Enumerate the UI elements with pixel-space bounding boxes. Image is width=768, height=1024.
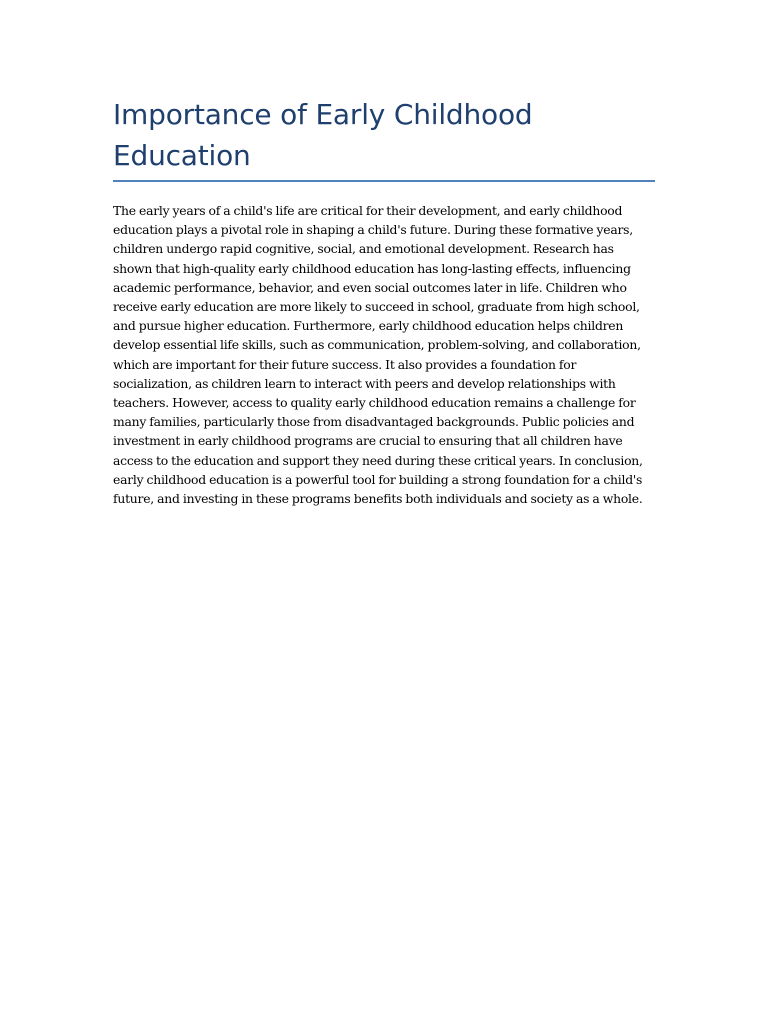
title-underline-divider <box>113 180 655 182</box>
document-title: Importance of Early Childhood Education <box>113 98 533 172</box>
body-paragraph: The early years of a child's life are critical for their development, and early childhood education plays a pivotal role in shaping a child's future. During these formative years, children undergo rapid cognitive, social, and emotional development. Research has shown that high-quality early childhood education has long-lasting effects, influencing academic performance, behavior, and even social outcomes later in life. Children who receive early education are more likely to succeed in school, graduate from high school, and pursue higher education. Furthermore, early childhood education helps children develop essential life skills, such as communication, problem-solving, and collaboration, which are important for their future success. It also provides a foundation for socialization, as children learn to interact with peers and develop relationships with teachers. However, access to quality early childhood education remains a challenge for many families, particularly those from disadvantaged backgrounds. Public policies and investment in early childhood programs are crucial to ensuring that all children have access to the education and support they need during these critical years. In conclusion, early childhood education is a powerful tool for building a strong foundation for a child's future, and investing in these programs benefits both individuals and society as a whole. <box>113 203 643 507</box>
